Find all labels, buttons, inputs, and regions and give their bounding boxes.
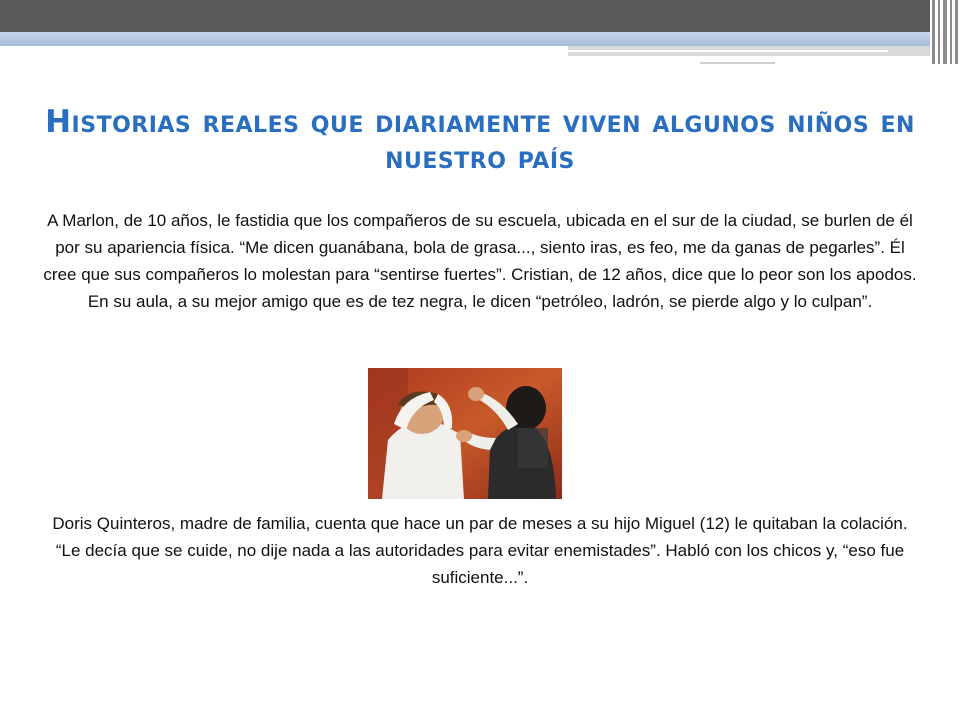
slide-title: Historias reales que diariamente viven algunos niños en nuestro país [45,104,915,176]
header-blue-band [0,32,930,46]
header-thin-line [700,62,775,64]
header-accent-line [568,50,888,52]
header-side-strips [930,0,960,64]
story-paragraph-marlon: A Marlon, de 10 años, le fastidia que los compañeros de su escuela, ubicada en el sur de la ciudad, se burlen de él por su apariencia física. “Me dicen guanábana, bola de grasa..., siento iras, es feo, me da ganas de pegarles”. Él cree que sus compañeros lo molestan para “sentirse fuertes”. Cristian, de 12 años, dice que lo peor son los apodos. En su aula, a su mejor amigo que es de tez negra, le dicen “petróleo, ladrón, se pierde algo y lo culpan”. [43,211,917,311]
bullying-photo [368,368,562,499]
story-paragraph-doris: Doris Quinteros, madre de familia, cuenta que hace un par de meses a su hijo Miguel (12) le quitaban la colación. “Le decía que se cuide, no dije nada a las autoridades para evitar enemistades”. Habló con los chicos y, “eso fue suficiente...”. [52,514,908,587]
header-dark-bar [0,0,930,32]
